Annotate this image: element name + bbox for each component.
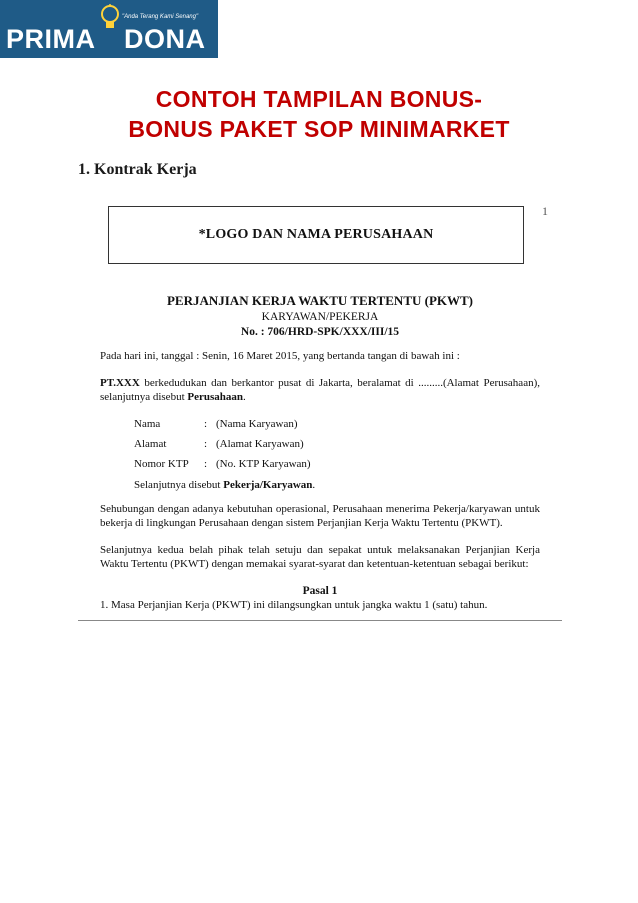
logo-tagline: "Anda Terang Kami Senang" [122, 14, 199, 20]
field-row-nama [134, 418, 298, 431]
page-title [0, 84, 638, 144]
pasal-item: 1. Masa Perjanjian Kerja (PKWT) ini dilangsungkan untuk jangka waktu 1 (satu) tahun. [100, 599, 488, 611]
contract-preview [78, 194, 562, 621]
company-paragraph: PT.XXX berkedudukan dan berkantor pusat di Jakarta, beralamat di .........(Alamat Perusahaan), selanjutnya disebut Perusahaan. [100, 377, 540, 403]
company-name: PT.XXX [100, 377, 140, 389]
logo-brand-right: DONA [124, 24, 206, 54]
company-text: berkedudukan dan berkantor pusat di Jakarta, beralamat di .........(Alamat Perusahaan), selanjutnya disebut [100, 377, 540, 403]
page-number: 1 [542, 204, 548, 218]
need-paragraph: Sehubungan dengan adanya kebutuhan operasional, Perusahaan menerima Pekerja/karyawan untuk bekerja di lingkungan Perusahaan dengan sistem Perjanjian Kerja Waktu Tertentu (PKWT). [100, 503, 540, 529]
employee-alias-line: Selanjutnya disebut Pekerja/Karyawan. [134, 479, 316, 491]
date-paragraph: Pada hari ini, tanggal : Senin, 16 Maret 2015, yang bertanda tangan di bawah ini : [100, 350, 460, 362]
field-value: (Alamat Karyawan) [216, 438, 304, 450]
employee-alias: Pekerja/Karyawan [223, 479, 313, 491]
page-title-line1: CONTOH TAMPILAN BONUS- [155, 86, 483, 112]
field-value: (Nama Karyawan) [216, 418, 298, 430]
contract-number: No. : 706/HRD-SPK/XXX/III/15 [240, 326, 400, 338]
field-row-ktp [134, 458, 311, 471]
contract-subtitle: KARYAWAN/PEKERJA [261, 311, 379, 323]
field-separator: : [204, 458, 208, 470]
field-separator: : [204, 418, 208, 430]
logo-wordmark [6, 24, 206, 54]
logo-brand-left: PRIMA [6, 24, 96, 54]
brand-logo [0, 0, 218, 58]
agree-paragraph: Selanjutnya kedua belah pihak telah setuju dan sepakat untuk melaksanakan Perjanjian Kerja Waktu Tertentu (PKWT) dengan memakai syarat-syarat dan ketentuan-ketentuan sebagai berikut: [100, 544, 540, 570]
field-label: Alamat [134, 438, 167, 450]
field-label: Nama [134, 418, 161, 430]
contract-title: PERJANJIAN KERJA WAKTU TERTENTU (PKWT) [166, 293, 474, 308]
employee-prefix: Selanjutnya disebut [134, 479, 224, 491]
field-label: Nomor KTP [134, 458, 189, 470]
field-value: (No. KTP Karyawan) [216, 458, 311, 470]
field-row-alamat [134, 438, 304, 451]
page-title-line2: BONUS PAKET SOP MINIMARKET [128, 116, 510, 142]
company-alias: Perusahaan [187, 390, 243, 403]
pasal-heading: Pasal 1 [302, 585, 338, 597]
field-separator: : [204, 438, 208, 450]
section-heading: 1. Kontrak Kerja [78, 161, 197, 178]
company-logo-placeholder: *LOGO DAN NAMA PERUSAHAAN [108, 206, 524, 264]
